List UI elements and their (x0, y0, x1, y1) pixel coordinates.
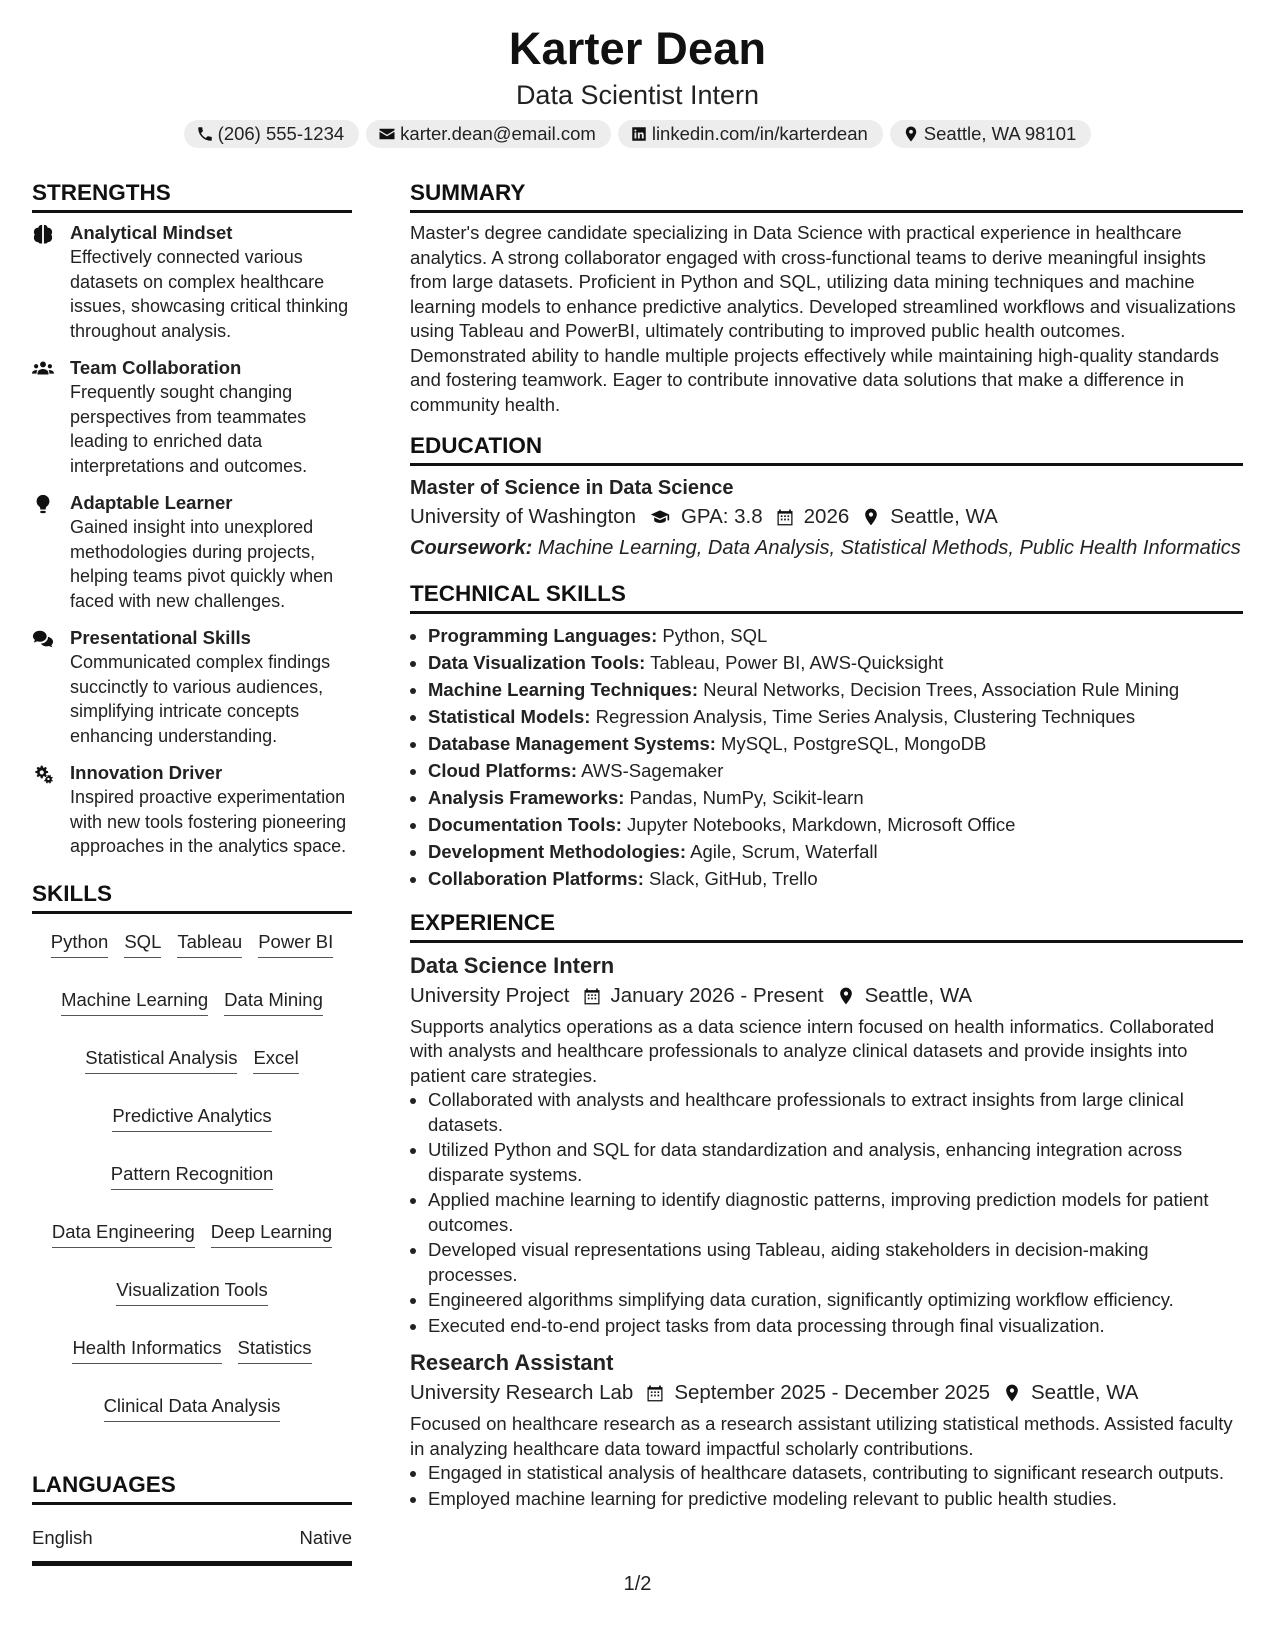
skill-chip: Deep Learning (211, 1220, 332, 1248)
contact-email[interactable] (366, 120, 611, 148)
coursework (410, 536, 1243, 561)
strength-item (32, 761, 352, 859)
strength-item (32, 356, 352, 478)
job-location: Seattle, WA (1031, 1381, 1139, 1404)
degree-name: Master of Science in Data Science (410, 477, 734, 499)
skill-label: Documentation Tools: (428, 813, 622, 835)
language-row (32, 1513, 352, 1566)
skill-value: Regression Analysis, Time Series Analysis, Clustering Techniques (595, 705, 1136, 727)
strength-item (32, 221, 352, 343)
map-pin-icon (1002, 1383, 1022, 1403)
skill-chip: Statistics (238, 1336, 312, 1364)
calendar-icon (775, 507, 795, 527)
list-item: • Utilized Python and SQL for data standardization and analysis, enhancing integration across disparate systems. (428, 1138, 1243, 1187)
skill-label: Machine Learning Techniques: (428, 678, 699, 700)
skill-chip: Power BI (258, 930, 333, 958)
strength-desc: Effectively connected various datasets on complex healthcare issues, showcasing critical thinking throughout analysis. (70, 247, 349, 341)
graduation-year: 2026 (803, 505, 850, 528)
skill-value: Pandas, NumPy, Scikit-learn (629, 786, 864, 808)
job-org: University Research Lab (410, 1381, 634, 1404)
skill-label: Development Methodologies: (428, 840, 686, 862)
job-dates: January 2026 - Present (610, 983, 824, 1007)
candidate-name: Karter Dean (508, 23, 767, 74)
language-name: English (32, 1526, 93, 1548)
contact-phone[interactable] (184, 120, 360, 148)
graduation-cap-icon (648, 507, 672, 527)
coursework-list: Machine Learning, Data Analysis, Statistical Methods, Public Health Informatics (537, 537, 1241, 559)
job-bullets (410, 1461, 1243, 1511)
strength-name: Innovation Driver (70, 762, 223, 783)
skill-chip: Excel (253, 1046, 298, 1074)
strength-item (32, 491, 352, 613)
job-org: University Project (410, 983, 570, 1007)
strengths-heading: STRENGTHS (32, 178, 352, 213)
calendar-icon (645, 1383, 665, 1403)
list-item: • Employed machine learning for predictive modeling relevant to public health studies. (428, 1487, 1243, 1512)
strength-item (32, 626, 352, 748)
skill-value: MySQL, PostgreSQL, MongoDB (721, 732, 987, 754)
list-item: • Executed end-to-end project tasks from data processing through final visualization. (428, 1314, 1243, 1339)
skill-value: Jupyter Notebooks, Markdown, Microsoft Office (627, 813, 1016, 835)
list-item (428, 622, 1243, 649)
languages-heading: LANGUAGES (32, 1470, 352, 1505)
skill-value: Agile, Scrum, Waterfall (690, 840, 878, 862)
skill-chip: Visualization Tools (116, 1278, 268, 1306)
location-text: Seattle, WA 98101 (923, 123, 1077, 144)
job-dates: September 2025 - December 2025 (674, 1381, 990, 1404)
calendar-icon (582, 986, 602, 1006)
strength-desc: Frequently sought changing perspectives from teammates leading to enriched data interpretations and outcomes. (70, 382, 308, 476)
skill-chip: Data Engineering (52, 1220, 195, 1248)
skill-chip: Tableau (177, 930, 242, 958)
candidate-title: Data Scientist Intern (515, 80, 760, 110)
strength-desc: Gained insight into unexplored methodologies during projects, helping teams pivot quickly when faced with new challenges. (70, 517, 334, 611)
list-item (428, 811, 1243, 838)
contact-location (890, 120, 1092, 148)
list-item (428, 784, 1243, 811)
skill-chip: Clinical Data Analysis (104, 1394, 281, 1422)
technical-skills-heading: TECHNICAL SKILLS (410, 579, 1243, 614)
gears-icon (32, 764, 54, 784)
strength-desc: Inspired proactive experimentation with new tools fostering pioneering approaches in the analytics space. (70, 787, 347, 856)
brain-icon (32, 224, 54, 244)
strength-name: Team Collaboration (70, 357, 242, 378)
contact-linkedin[interactable] (618, 120, 883, 148)
comments-icon (32, 629, 54, 649)
summary-heading: SUMMARY (410, 178, 1243, 213)
education-meta (410, 502, 1243, 532)
list-item: • Collaborated with analysts and healthcare professionals to extract insights from large clinical datasets. (428, 1088, 1243, 1137)
job-entry (410, 1348, 1243, 1511)
strength-name: Presentational Skills (70, 627, 251, 648)
skill-chip: Health Informatics (72, 1336, 221, 1364)
technical-skills-list (410, 622, 1243, 892)
skills-list (32, 922, 352, 1426)
list-item: • Engaged in statistical analysis of healthcare datasets, contributing to significant research outputs. (428, 1461, 1243, 1486)
language-level: Native (299, 1526, 352, 1548)
skill-value: Tableau, Power BI, AWS-Quicksight (650, 651, 944, 673)
strength-desc: Communicated complex findings succinctly to various audiences, simplifying intricate concepts enhancing understanding. (70, 652, 331, 746)
list-item (428, 838, 1243, 865)
job-meta (410, 1378, 1243, 1408)
school-name: University of Washington (410, 505, 636, 528)
experience-heading: EXPERIENCE (410, 908, 1243, 943)
lightbulb-icon (32, 494, 54, 514)
skill-value: Slack, GitHub, Trello (649, 867, 818, 889)
strength-name: Adaptable Learner (70, 492, 233, 513)
job-description: Supports analytics operations as a data science intern focused on health informatics. Collaborated with analysts and healthcare professionals to analyze clinical datasets and provide insights into patient care strategies. (410, 1015, 1215, 1086)
job-location: Seattle, WA (864, 983, 973, 1007)
list-item: • Applied machine learning to identify diagnostic patterns, improving prediction models for patient outcomes. (428, 1188, 1243, 1237)
skill-label: Database Management Systems: (428, 732, 716, 754)
phone-icon (196, 125, 214, 143)
users-icon (32, 359, 54, 379)
list-item (428, 865, 1243, 892)
skill-chip: Machine Learning (61, 988, 208, 1016)
education-location: Seattle, WA (890, 505, 998, 528)
skills-heading: SKILLS (32, 879, 352, 914)
job-meta (410, 981, 1243, 1011)
skill-chip: Python (51, 930, 109, 958)
skill-chip: Predictive Analytics (112, 1104, 271, 1132)
skill-value: AWS-Sagemaker (581, 759, 724, 781)
skill-chip: Pattern Recognition (111, 1162, 274, 1190)
map-pin-icon (902, 125, 920, 143)
map-pin-icon (836, 986, 856, 1006)
skill-chip: Data Mining (224, 988, 323, 1016)
skill-label: Collaboration Platforms: (428, 867, 644, 889)
linkedin-icon (630, 125, 648, 143)
education-heading: EDUCATION (410, 431, 1243, 466)
page-number: 1/2 (623, 1573, 652, 1595)
skill-label: Statistical Models: (428, 705, 591, 727)
skill-label: Programming Languages: (428, 624, 658, 646)
list-item (428, 649, 1243, 676)
skill-value: Neural Networks, Decision Trees, Association Rule Mining (703, 678, 1180, 700)
skill-chip: SQL (124, 930, 161, 958)
list-item: • Developed visual representations using Tableau, aiding stakeholders in decision-making processes. (428, 1238, 1243, 1287)
list-item (428, 757, 1243, 784)
coursework-label: Coursework: (410, 537, 533, 559)
left-column (32, 178, 352, 1566)
resume-header (0, 22, 1275, 148)
job-description: Focused on healthcare research as a research assistant utilizing statistical methods. Assisted faculty in analyzing healthcare data toward impactful scholarly contributions. (410, 1413, 1233, 1459)
job-title: Research Assistant (410, 1350, 614, 1375)
summary-text: Master's degree candidate specializing in Data Science with practical experience in healthcare analytics. A strong collaborator engaged with cross-functional teams to derive meaningful insights from large datasets. Proficient in Python and SQL, utilizing data mining techniques and machine learning models to enhance predictive analytics. Developed streamlined workflows and visualizations using Tableau and PowerBI, ultimately contributing to improved public health outcomes. Demonstrated ability to handle multiple projects effectively while maintaining high-quality standards and fostering teamwork. Eager to contribute innovative data solutions that make a difference in community health. (410, 222, 1236, 415)
contact-bar (0, 120, 1275, 148)
job-entry (410, 951, 1243, 1339)
skill-label: Cloud Platforms: (428, 759, 578, 781)
phone-text: (206) 555-1234 (217, 123, 345, 144)
list-item (428, 730, 1243, 757)
right-column (410, 178, 1243, 1521)
map-pin-icon (861, 507, 881, 527)
skill-label: Data Visualization Tools: (428, 651, 646, 673)
gpa: GPA: 3.8 (680, 505, 763, 528)
linkedin-text: linkedin.com/in/karterdean (651, 123, 868, 144)
skill-value: Python, SQL (662, 624, 768, 646)
email-text: karter.dean@email.com (400, 123, 596, 144)
list-item (428, 703, 1243, 730)
strength-name: Analytical Mindset (70, 222, 233, 243)
skill-chip: Statistical Analysis (85, 1046, 237, 1074)
list-item: • Engineered algorithms simplifying data curation, significantly optimizing workflow efficiency. (428, 1288, 1243, 1313)
job-bullets (410, 1088, 1243, 1338)
job-title: Data Science Intern (410, 952, 615, 978)
skill-label: Analysis Frameworks: (428, 786, 625, 808)
list-item (428, 676, 1243, 703)
envelope-icon (378, 125, 396, 143)
